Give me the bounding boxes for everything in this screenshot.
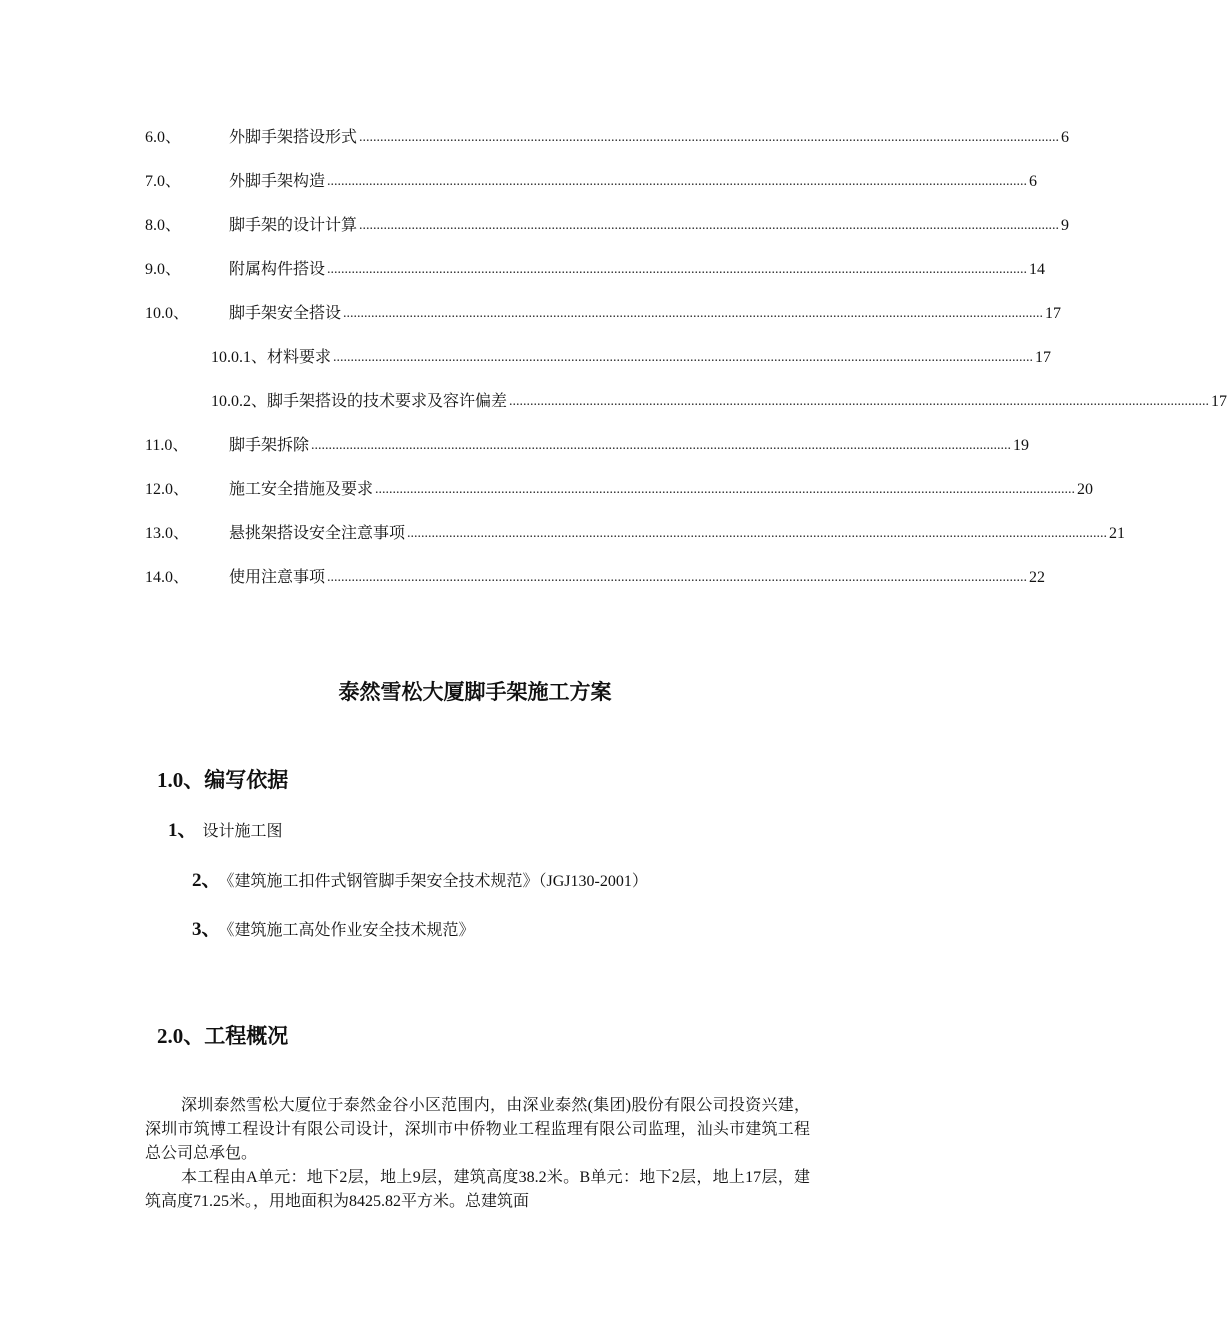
toc-title: 悬挑架搭设安全注意事项 [229, 525, 406, 542]
toc-title: 附属构件搭设 [229, 261, 326, 278]
toc-leader-dots: ........................................................................................................................................................................................................ [407, 526, 1108, 541]
toc-leader-dots: ........................................................................................................................................................................................................ [327, 570, 1028, 585]
basis-item [168, 815, 283, 842]
basis-item-number: 2、 [192, 870, 221, 891]
toc-leader-dots: ........................................................................................................................................................................................................ [327, 262, 1028, 277]
toc-entry[interactable] [145, 170, 1038, 214]
section-number: 2.0、 [157, 1024, 205, 1048]
toc-number: 14.0、 [145, 569, 190, 586]
toc-entry[interactable] [145, 258, 1046, 302]
toc-number: 10.0.1、 [211, 349, 268, 366]
toc-page-number: 6 [1061, 129, 1070, 146]
toc-leader-dots: ........................................................................................................................................................................................................ [343, 306, 1044, 321]
toc-number: 12.0、 [145, 481, 190, 498]
toc-title: 脚手架安全搭设 [229, 305, 342, 322]
toc-title: 脚手架搭设的技术要求及容许偏差 [267, 393, 508, 410]
toc-page-number: 20 [1077, 481, 1094, 498]
toc-number: 8.0、 [145, 217, 182, 234]
toc-number: 10.0、 [145, 305, 190, 322]
overview-paragraph-2: 本工程由A单元：地下2层，地上9层，建筑高度38.2米。B单元：地下2层，地上17层，建筑高度71.25米。，用地面积为8425.82平方米。总建筑面 [145, 1169, 810, 1210]
toc-number: 7.0、 [145, 173, 182, 190]
toc-entry[interactable] [145, 522, 1126, 566]
document-title: 泰然雪松大厦脚手架施工方案 [338, 680, 612, 704]
toc-entry[interactable] [145, 434, 1030, 478]
section-title: 编写依据 [204, 768, 289, 792]
toc-page-number: 14 [1029, 261, 1046, 278]
basis-item-text: 《建筑施工扣件式钢管脚手架安全技术规范》（JGJ130-2001） [226, 873, 648, 890]
toc-leader-dots: ........................................................................................................................................................................................................ [311, 438, 1012, 453]
basis-item [192, 865, 648, 892]
toc-number: 9.0、 [145, 261, 182, 278]
toc-leader-dots: ........................................................................................................................................................................................................ [359, 218, 1060, 233]
toc-entry[interactable] [145, 302, 1062, 346]
toc-entry[interactable] [145, 566, 1046, 610]
toc-leader-dots: ........................................................................................................................................................................................................ [509, 394, 1210, 409]
toc-title: 脚手架的设计计算 [229, 217, 358, 234]
toc-leader-dots: ........................................................................................................................................................................................................ [327, 174, 1028, 189]
toc-page-number: 6 [1029, 173, 1038, 190]
table-of-contents [145, 126, 1227, 610]
toc-title: 外脚手架搭设形式 [229, 129, 358, 146]
toc-title: 外脚手架构造 [229, 173, 326, 190]
basis-item-text: 设计施工图 [202, 823, 283, 840]
section-number: 1.0、 [157, 768, 205, 792]
toc-page-number: 19 [1013, 437, 1030, 454]
toc-page-number: 17 [1211, 393, 1227, 410]
basis-item-number: 3、 [192, 919, 221, 940]
toc-page-number: 21 [1109, 525, 1126, 542]
toc-page-number: 17 [1035, 349, 1052, 366]
overview-paragraph-1: 深圳泰然雪松大厦位于泰然金谷小区范围内，由深业泰然(集团)股份有限公司投资兴建，深圳市筑博工程设计有限公司设计，深圳市中侨物业工程监理有限公司监理，汕头市建筑工程总公司总承包。 [145, 1097, 810, 1162]
toc-entry[interactable] [145, 126, 1070, 170]
basis-item [192, 914, 475, 941]
toc-leader-dots: ........................................................................................................................................................................................................ [359, 130, 1060, 145]
toc-page-number: 22 [1029, 569, 1046, 586]
toc-subentry[interactable] [145, 390, 1227, 434]
basis-item-number: 1、 [168, 820, 197, 841]
toc-title: 使用注意事项 [229, 569, 326, 586]
toc-leader-dots: ........................................................................................................................................................................................................ [333, 350, 1034, 365]
toc-leader-dots: ........................................................................................................................................................................................................ [375, 482, 1076, 497]
toc-number: 6.0、 [145, 129, 182, 146]
toc-number: 11.0、 [145, 437, 189, 454]
section-title: 工程概况 [204, 1024, 289, 1048]
toc-page-number: 17 [1045, 305, 1062, 322]
toc-title: 材料要求 [267, 349, 332, 366]
toc-title: 施工安全措施及要求 [229, 481, 374, 498]
toc-title: 脚手架拆除 [229, 437, 310, 454]
toc-subentry[interactable] [145, 346, 1052, 390]
toc-number: 13.0、 [145, 525, 190, 542]
section-heading-1 [157, 764, 288, 794]
toc-entry[interactable] [145, 214, 1070, 258]
toc-page-number: 9 [1061, 217, 1070, 234]
toc-number: 10.0.2、 [211, 393, 268, 410]
toc-entry[interactable] [145, 478, 1094, 522]
section-heading-2 [157, 1020, 288, 1050]
basis-item-text: 《建筑施工高处作业安全技术规范》 [226, 922, 475, 939]
